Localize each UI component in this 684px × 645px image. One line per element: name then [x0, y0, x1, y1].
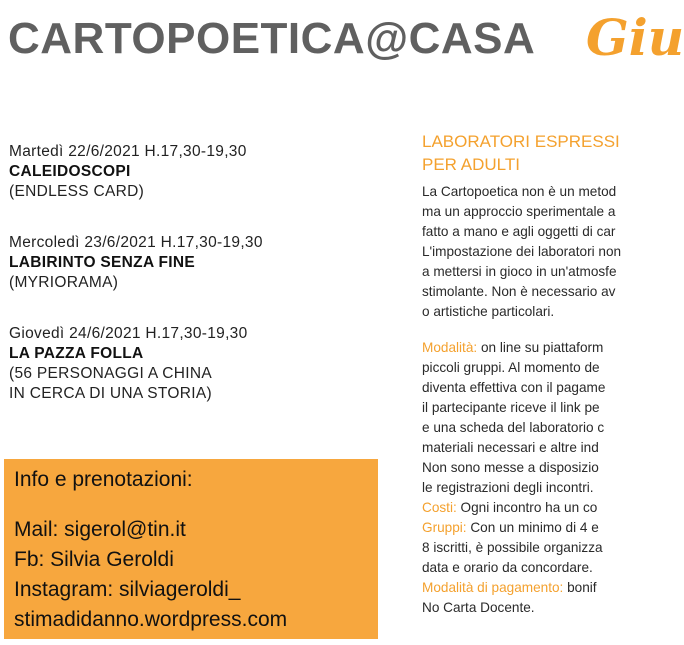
text-line: materiali necessari e altre ind [422, 440, 599, 455]
pagamento-text: bonif [563, 580, 597, 595]
costi-text: Ogni incontro ha un co [456, 500, 598, 515]
event-name: LA PAZZA FOLLA [9, 345, 144, 362]
details-paragraph [422, 338, 662, 618]
text-line: data e orario da concordare. [422, 560, 593, 575]
section-heading-line: PER ADULTI [422, 155, 520, 174]
text-line [422, 578, 662, 598]
text-line: Non sono messe a disposizio [422, 460, 599, 475]
title-script-text: Giu [586, 8, 684, 67]
event-date: Giovedì 24/6/2021 H.17,30-19,30 [9, 325, 248, 342]
text-line: o artistiche particolari. [422, 304, 555, 319]
text-line: stimolante. Non è necessario av [422, 284, 616, 299]
text-line: No Carta Docente. [422, 600, 535, 615]
text-line: e una scheda del laboratorio c [422, 420, 605, 435]
contact-blog[interactable]: stimadidanno.wordpress.com [14, 608, 288, 631]
text-line [422, 498, 662, 518]
info-box [4, 459, 378, 639]
section-heading [422, 130, 662, 176]
event-subtitle: (ENDLESS CARD) [9, 183, 145, 200]
text-line: ma un approccio sperimentale a [422, 204, 616, 219]
text-line: piccoli gruppi. Al momento de [422, 360, 600, 375]
text-line [422, 518, 662, 538]
event-item [9, 324, 379, 404]
info-heading: Info e prenotazioni: [14, 468, 193, 491]
intro-paragraph [422, 182, 662, 322]
gruppi-label: Gruppi: [422, 520, 467, 535]
text-line: le registrazioni degli incontri. [422, 480, 594, 495]
event-name: CALEIDOSCOPI [9, 163, 131, 180]
text-line: La Cartopoetica non è un metod [422, 184, 617, 199]
event-subtitle: (56 PERSONAGGI A CHINA IN CERCA DI UNA STORIA) [9, 365, 212, 402]
pagamento-label: Modalità di pagamento: [422, 580, 564, 595]
text-line: il partecipante riceve il link pe [422, 400, 600, 415]
text-line: fatto a mano e agli oggetti di car [422, 224, 616, 239]
text-line: L'impostazione dei laboratori non [422, 244, 622, 259]
text-line: a mettersi in gioco in un'atmosfe [422, 264, 617, 279]
section-heading-line: LABORATORI ESPRESSI [422, 132, 620, 151]
event-date: Mercoledì 23/6/2021 H.17,30-19,30 [9, 234, 263, 251]
text-line: 8 iscritti, è possibile organizza [422, 540, 603, 555]
event-item [9, 233, 379, 293]
text-line [422, 338, 662, 358]
gruppi-text: Con un minimo di 4 e [466, 520, 599, 535]
page-title: CARTOPOETICA@CASA [8, 14, 536, 63]
description-column [422, 130, 662, 618]
contact-facebook[interactable]: Fb: Silvia Geroldi [14, 548, 174, 571]
contact-mail[interactable]: Mail: sigerol@tin.it [14, 518, 186, 541]
text-line: diventa effettiva con il pagame [422, 380, 606, 395]
modalita-text: on line su piattaform [477, 340, 604, 355]
costi-label: Costi: [422, 500, 457, 515]
modalita-label: Modalità: [422, 340, 478, 355]
event-name: LABIRINTO SENZA FINE [9, 254, 195, 271]
event-list [9, 142, 379, 435]
contact-instagram[interactable]: Instagram: silviageroldi_ [14, 578, 241, 601]
event-item [9, 142, 379, 202]
event-date: Martedì 22/6/2021 H.17,30-19,30 [9, 143, 247, 160]
event-subtitle: (MYRIORAMA) [9, 274, 119, 291]
